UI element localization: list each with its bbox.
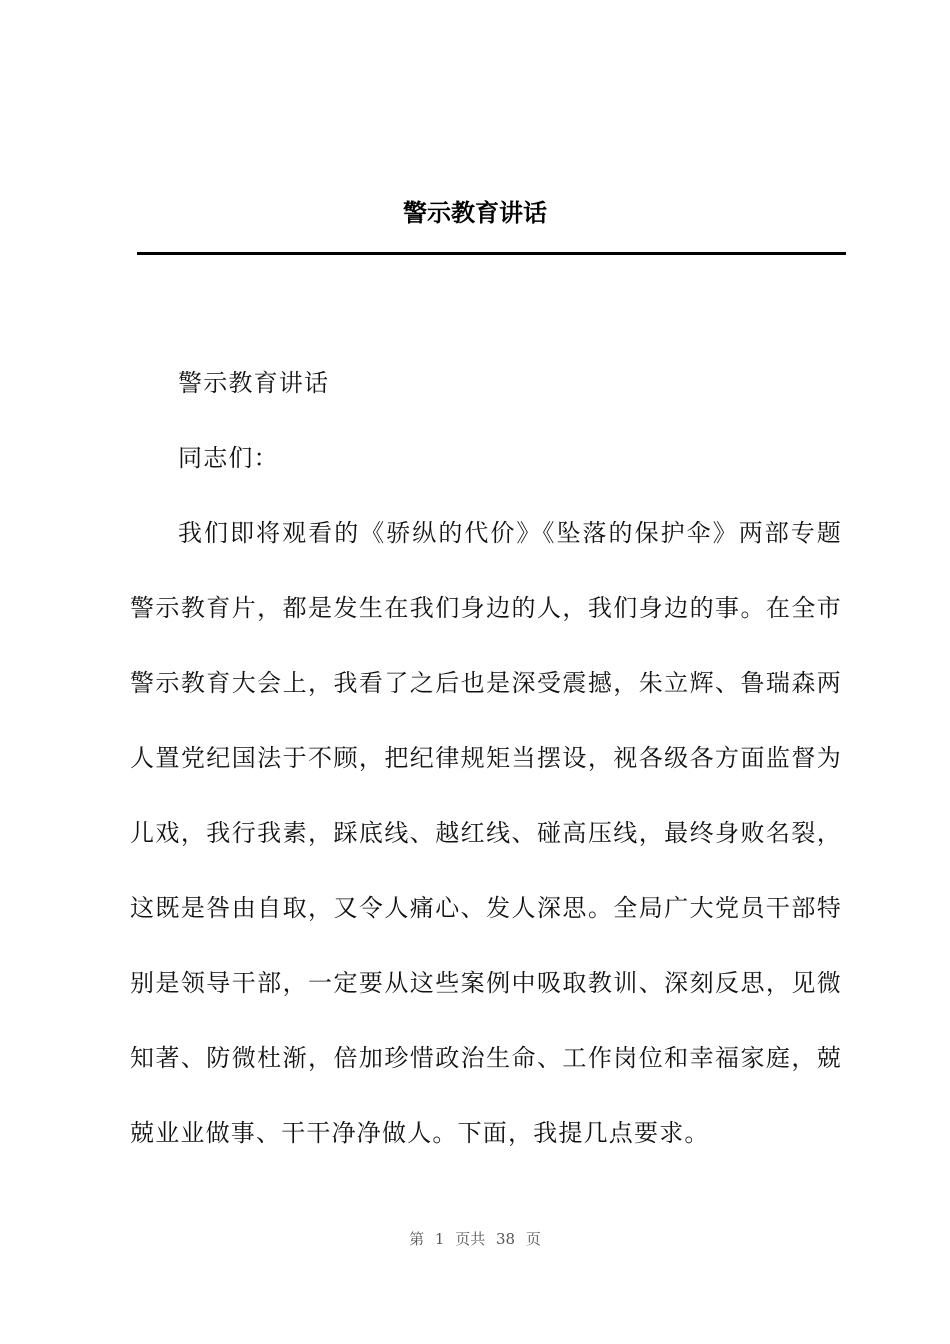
body-paragraph-heading: 警示教育讲话 bbox=[178, 369, 330, 397]
body-paragraph-salutation: 同志们： bbox=[178, 444, 279, 472]
page-title: 警示教育讲话 bbox=[403, 199, 547, 227]
document-body bbox=[130, 346, 842, 1171]
body-paragraph-main: 我们即将观看的《骄纵的代价》《坠落的保护伞》两部专题警示教育片，都是发生在我们身边的人，我们身边的事。在全市警示教育大会上，我看了之后也是深受震撼，朱立辉、鲁瑞森两人置党纪国法于不顾，把纪律规矩当摆设，视各级各方面监督为儿戏，我行我素，踩底线、越红线、碰高压线，最终身败名裂，这既是咎由自取，又令人痛心、发人深思。全局广大党员干部特别是领导干部，一定要从这些案例中吸取教训、深刻反思，见微知著、防微杜渐，倍加珍惜政治生命、工作岗位和幸福家庭，兢兢业业做事、干干净净做人。下面，我提几点要求。 bbox=[130, 519, 842, 1147]
title-divider bbox=[137, 252, 846, 255]
page-number-footer: 第 1 页共 38 页 bbox=[409, 1230, 541, 1248]
